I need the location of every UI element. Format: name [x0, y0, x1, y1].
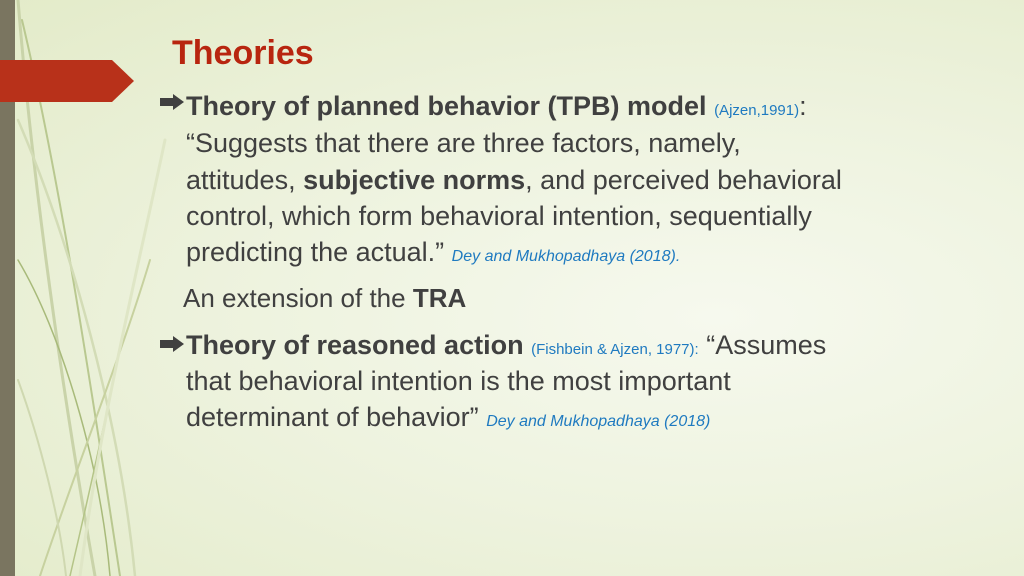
- tpb-source: Dey and Mukhopadhaya (2018).: [451, 248, 681, 265]
- tra-quote-line-2: that behavioral intention is the most important: [186, 366, 731, 396]
- tpb-citation: (Ajzen,1991): [714, 102, 800, 119]
- extension-line: [183, 280, 466, 316]
- tpb-colon: :: [799, 91, 807, 121]
- tpb-heading: Theory of planned behavior (TPB) model: [186, 91, 707, 121]
- tpb-quote-line-2: [186, 162, 842, 198]
- tpb-quote-line-1: “Suggests that there are three factors, namely,: [186, 128, 741, 158]
- tra-heading: Theory of reasoned action: [186, 330, 524, 360]
- tra-quote-line-3: [186, 399, 710, 440]
- arrow-right-bullet-icon: [160, 93, 184, 117]
- arrow-right-bullet-icon: [160, 335, 184, 359]
- tra-bold: TRA: [412, 283, 467, 313]
- tpb-line2-end: , and perceived behavioral: [525, 165, 842, 195]
- tpb-quote-line-4: [186, 234, 680, 275]
- tpb-heading-line: [186, 88, 807, 129]
- tra-line3-text: determinant of behavior”: [186, 402, 479, 432]
- tpb-line2-start: attitudes,: [186, 165, 304, 195]
- tra-source: Dey and Mukhopadhaya (2018): [486, 413, 711, 430]
- tra-citation: (Fishbein & Ajzen, 1977):: [531, 341, 699, 358]
- tpb-quote-line-3: control, which form behavioral intention, sequentially: [186, 201, 812, 231]
- extension-text: An extension of the: [183, 283, 413, 313]
- slide-title: Theories: [172, 34, 314, 72]
- tpb-line4-text: predicting the actual.”: [186, 237, 445, 267]
- title-accent-tab: [0, 60, 134, 102]
- tra-quote-start: “Assumes: [706, 330, 827, 360]
- tra-heading-line: [186, 327, 826, 368]
- subjective-norms-bold: subjective norms: [303, 165, 526, 195]
